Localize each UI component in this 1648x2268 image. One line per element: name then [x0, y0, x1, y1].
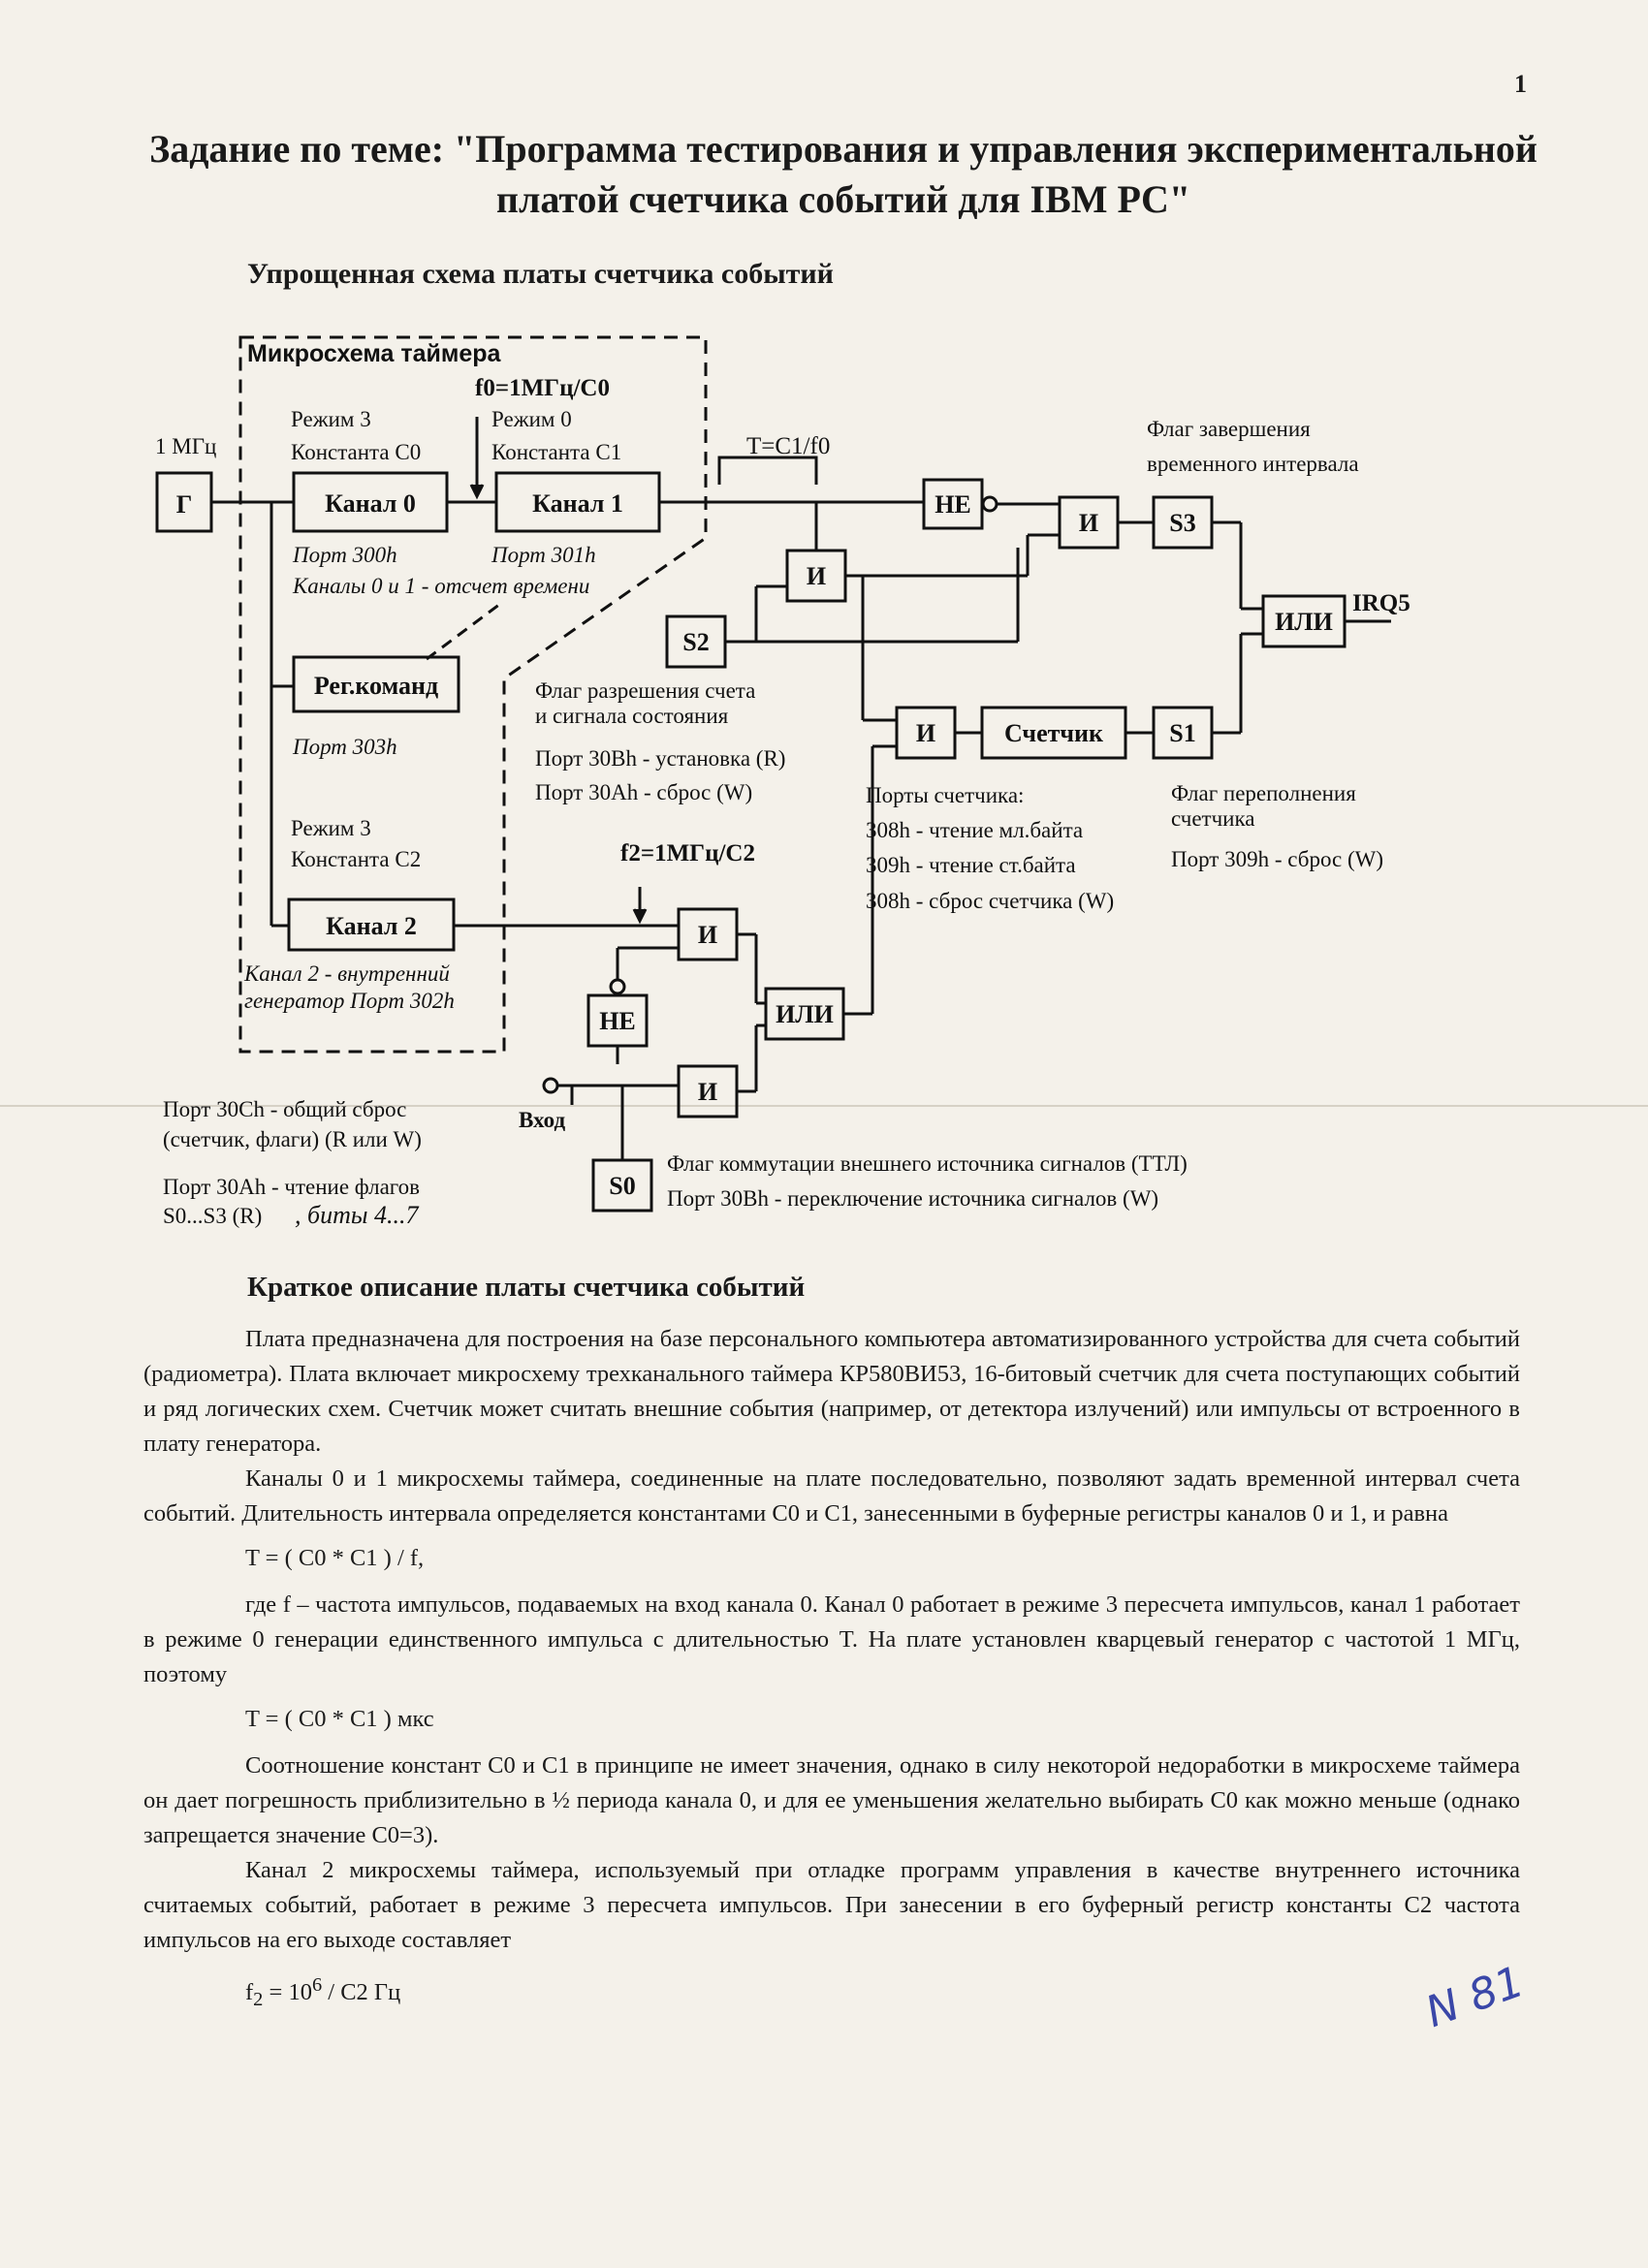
description-body	[143, 1322, 1520, 2029]
timer-label: Микросхема таймера	[247, 340, 501, 367]
not2-bubble	[611, 980, 624, 993]
s0-label: S0	[609, 1172, 636, 1200]
counter-ports-line4: 308h - сброс счетчика (W)	[866, 889, 1115, 913]
not1-label: НЕ	[935, 490, 971, 519]
port30c-line2: (счетчик, флаги) (R или W)	[163, 1127, 422, 1151]
handwritten-mark: N 81	[1419, 1956, 1531, 2038]
s2-label: S2	[682, 628, 710, 656]
paragraph-4: Соотношение констант C0 и C1 в принципе не имеет значения, однако в силу некоторой недоработки в микросхеме таймера он дает погрешность приблизительно в ½ периода канала 0, и для ее уменьшения желательно выбирать C0 как можно меньше (однако запрещается значение C0=3).	[143, 1752, 1520, 1848]
not1-bubble	[983, 497, 997, 511]
flag-switch-label: Флаг коммутации внешнего источника сигналов (ТТЛ)	[667, 1151, 1188, 1176]
freq-1mhz-label: 1 МГц	[155, 434, 217, 458]
counter-ports-line1: Порты счетчика:	[866, 783, 1025, 807]
s1-label: S1	[1169, 719, 1196, 747]
mode3-c0-label: Режим 3	[291, 407, 371, 431]
const-c1-label: Константа C1	[491, 440, 622, 464]
and-cnt-label: И	[915, 719, 936, 747]
flag-enable-line2: и сигнала состояния	[535, 704, 729, 728]
const-c0-label: Константа C0	[291, 440, 422, 464]
not2-label: НЕ	[599, 1007, 636, 1035]
counter-ports-line3: 309h - чтение ст.байта	[866, 853, 1076, 877]
f2-label: f2=1МГц/C2	[620, 840, 755, 866]
port300-label: Порт 300h	[293, 543, 397, 567]
counter-label: Счетчик	[1003, 719, 1104, 747]
ch01-note: Каналы 0 и 1 - отсчет времени	[293, 574, 590, 598]
t-label: T=C1/f0	[746, 433, 831, 459]
f0-label: f0=1МГц/C0	[475, 375, 610, 401]
diagram-heading: Упрощенная схема платы счетчика событий	[247, 258, 834, 290]
and-bottom-label: И	[697, 1078, 718, 1106]
and-top-label: И	[1078, 509, 1099, 537]
channel2-label: Канал 2	[326, 912, 417, 940]
flag-overflow-line1: Флаг переполнения	[1171, 781, 1356, 805]
port303-label: Порт 303h	[293, 735, 397, 759]
flag-overflow-line2: счетчика	[1171, 806, 1255, 831]
page-title: Задание по теме: "Программа тестирования и управления экспериментальной платой счетчика событий для IBM PC"	[149, 127, 1537, 221]
port30b-set-label: Порт 30Bh - установка (R)	[535, 746, 786, 771]
flag-end-line1: Флаг завершения	[1147, 417, 1311, 441]
port301-label: Порт 301h	[491, 543, 596, 567]
port30b-switch-label: Порт 30Bh - переключение источника сигналов (W)	[667, 1186, 1159, 1211]
port30a-reset-label: Порт 30Ah - сброс (W)	[535, 780, 753, 804]
mode3-c2-label: Режим 3	[291, 816, 371, 840]
irq-label: IRQ5	[1352, 590, 1410, 616]
flag-end-line2: временного интервала	[1147, 452, 1359, 476]
page-number: 1	[1514, 70, 1527, 98]
channel0-label: Канал 0	[325, 489, 416, 518]
ch2-note-line1: Канал 2 - внутренний	[244, 961, 450, 986]
paragraph-3: где f – частота импульсов, подаваемых на вход канала 0. Канал 0 работает в режиме 3 пересчета импульсов, канал 1 работает в режиме 0 генерации единственного импульса с длительностью T. На плате установлен кварцевый генератор с частотой 1 МГц, поэтому	[143, 1591, 1520, 1687]
formula-3: $f_2 = 10^6 / C2$ Гц	[245, 1974, 401, 2011]
paragraph-2: Каналы 0 и 1 микросхемы таймера, соединенные на плате последовательно, позволяют задать временной интервал счета событий. Длительность интервала определяется константами C0 и C1, занесенными в буферные регистры каналов 0 и 1, и равна	[143, 1465, 1520, 1527]
handwritten-bits-note: , биты 4...7	[295, 1201, 419, 1229]
s3-label: S3	[1169, 509, 1196, 537]
and1-label: И	[806, 562, 827, 590]
description-heading: Краткое описание платы счетчика событий	[247, 1272, 806, 1303]
ch2-note-line2: генератор Порт 302h	[244, 989, 455, 1013]
counter-ports-line2: 308h - чтение мл.байта	[866, 818, 1084, 842]
or-irq-label: ИЛИ	[1275, 608, 1333, 636]
command-register-label: Рег.команд	[313, 672, 439, 700]
formula-2: T = ( C0 * C1 ) мкс	[245, 1706, 434, 1732]
or-mid-label: ИЛИ	[776, 1000, 834, 1028]
port30c-line1: Порт 30Ch - общий сброс	[163, 1097, 407, 1121]
port309-reset-label: Порт 309h - сброс (W)	[1171, 847, 1384, 871]
generator-label: Г	[175, 490, 193, 519]
const-c2-label: Константа C2	[291, 847, 422, 871]
and-mid-label: И	[697, 921, 718, 949]
channel1-label: Канал 1	[532, 489, 623, 518]
input-label: Вход	[519, 1108, 566, 1132]
paragraph-1: Плата предназначена для построения на базе персонального компьютера автоматизированного устройства для счета событий (радиометра). Плата включает микросхему трехканального таймера КР580ВИ53, 16-битовый счетчик для счета поступающих событий и ряд логических схем. Счетчик может считать внешние события (например, от детектора излучений) или импульсы от встроенного в плату генератора.	[143, 1326, 1520, 1457]
flag-enable-line1: Флаг разрешения счета	[535, 678, 756, 703]
formula-1: T = ( C0 * C1 ) / f,	[245, 1545, 425, 1571]
port30a-read-line1: Порт 30Ah - чтение флагов	[163, 1175, 421, 1199]
port30a-read-line2: S0...S3 (R)	[163, 1204, 263, 1228]
mode0-c1-label: Режим 0	[491, 407, 572, 431]
paragraph-5: Канал 2 микросхемы таймера, используемый при отладке программ управления в качестве внутреннего источника считаемых событий, работает в режиме 3 пересчета импульсов. При занесении в его буферный регистр константы C2 частота импульсов на его выходе составляет	[143, 1857, 1520, 1953]
